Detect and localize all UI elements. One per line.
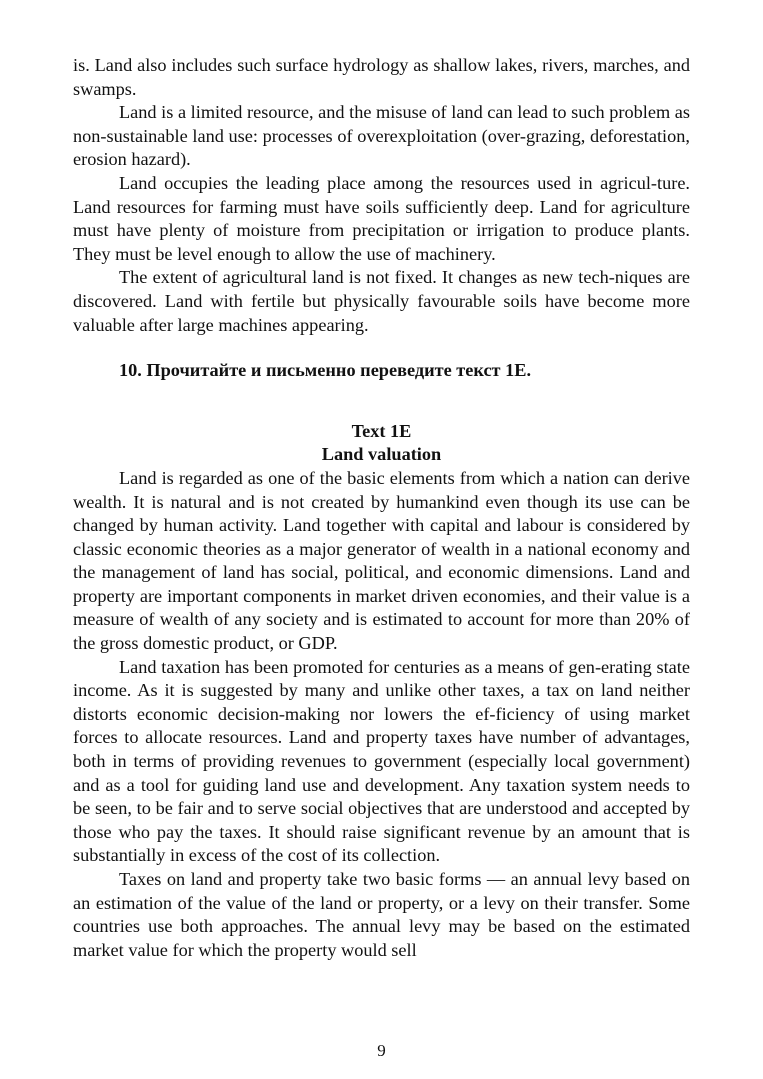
paragraph-continuation: is. Land also includes such surface hydrology as shallow lakes, rivers, marches, and swamps. [73, 55, 690, 99]
exercise-instruction: 10. Прочитайте и письменно переведите текст 1E. [119, 360, 532, 381]
paragraph-land-extent: The extent of agricultural land is not fixed. It changes as new tech-niques are discovered. Land with fertile but physically favourable soils have become more valuable after large machines appearing. [73, 267, 690, 335]
text-title-heading: Land valuation [321, 444, 442, 465]
paragraph-tax-forms: Taxes on land and property take two basic forms — an annual levy based on an estimation of the value of the land or property, or a levy on their transfer. Some countries use both approaches. The annual levy may be based on the estimated market value for which the property would sell [73, 869, 690, 960]
text-number-heading: Text 1E [351, 420, 412, 441]
page-number: 9 [377, 1041, 386, 1060]
paragraph-land-taxation: Land taxation has been promoted for centuries as a means of gen-erating state income. As it is suggested by many and unlike other taxes, a tax on land neither distorts economic decision-making nor lowers the ef-ficiency of using market forces to allocate resources. Land and property taxes have number of advantages, both in terms of providing revenues to government (especially local government) and as a tool for guiding land use and development. Any taxation system needs to be seen, to be fair and to serve social objectives that are understood and accepted by those who pay the taxes. It should raise significant revenue by an amount that is substantially in excess of the cost of its collection. [73, 656, 690, 866]
document-page [73, 54, 690, 962]
paragraph-land-wealth: Land is regarded as one of the basic elements from which a nation can derive wealth. It is natural and is not created by humankind even though its use can be changed by human activity. Land together with capital and labour is considered by classic economic theories as a major generator of wealth in a national economy and the management of land has social, political, and economic dimensions. Land and property are important components in market driven economies, and their value is a measure of wealth of any society and is estimated to account for more than 20% of the gross domestic product, or GDP. [73, 467, 690, 654]
paragraph-land-agriculture: Land occupies the leading place among the resources used in agricul-ture. Land resources for farming must have soils sufficiently deep. Land for agriculture must have plenty of moisture from precipitation or irrigation to produce plants. They must be level enough to allow the use of machinery. [73, 172, 690, 264]
text-body [73, 467, 690, 962]
paragraph-land-limited: Land is a limited resource, and the misuse of land can lead to such problem as non-sustainable land use: processes of overexploitation (over-grazing, deforestation, erosion hazard). [73, 102, 690, 170]
